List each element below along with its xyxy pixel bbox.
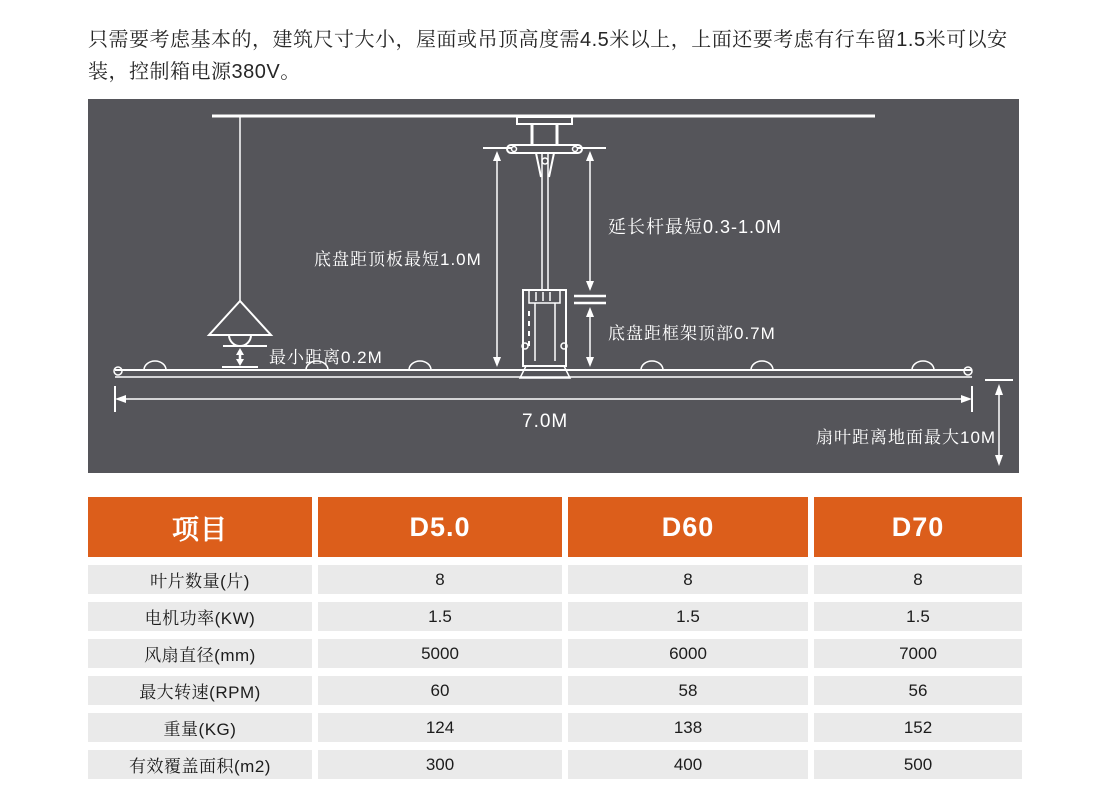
label-ground-clearance: 扇叶距离地面最大10M <box>816 428 997 447</box>
label-frame-top-clearance: 底盘距框架顶部0.7M <box>608 324 776 343</box>
row-label-max-rpm: 最大转速(RPM) <box>88 676 312 705</box>
table-value: 5000 <box>318 639 562 668</box>
cone-fixture <box>209 116 271 346</box>
table-value: 152 <box>814 713 1022 742</box>
table-value: 60 <box>318 676 562 705</box>
label-min-distance: 最小距离0.2M <box>269 348 383 367</box>
installation-diagram-panel <box>88 99 1019 473</box>
row-label-motor-power: 电机功率(KW) <box>88 602 312 631</box>
table-value: 8 <box>318 565 562 594</box>
table-value: 1.5 <box>568 602 808 631</box>
table-value: 7000 <box>814 639 1022 668</box>
intro-text: 只需要考虑基本的，建筑尺寸大小，屋面或吊顶高度需4.5米以上，上面还要考虑有行车留1.5米可以安装，控制箱电源380V。 <box>88 29 1008 83</box>
spec-table-header-d70: D70 <box>814 497 1022 557</box>
dim-frame-top-clearance <box>586 307 594 367</box>
table-value: 138 <box>568 713 808 742</box>
table-value: 300 <box>318 750 562 779</box>
row-label-blade-count: 叶片数量(片) <box>88 565 312 594</box>
fan-mount-assembly <box>507 117 582 290</box>
row-label-coverage-area: 有效覆盖面积(m2) <box>88 750 312 779</box>
fan-blade <box>114 361 972 377</box>
row-label-fan-diameter: 风扇直径(mm) <box>88 639 312 668</box>
table-value: 1.5 <box>814 602 1022 631</box>
spec-table <box>88 497 1022 779</box>
spec-table-header-d50: D5.0 <box>318 497 562 557</box>
table-value: 124 <box>318 713 562 742</box>
label-fan-diameter: 7.0M <box>522 411 569 432</box>
table-value: 1.5 <box>318 602 562 631</box>
fan-motor <box>520 290 570 378</box>
row-label-weight: 重量(KG) <box>88 713 312 742</box>
dim-extension-rod <box>574 148 606 303</box>
dim-ceiling-clearance <box>483 148 512 367</box>
table-value: 500 <box>814 750 1022 779</box>
table-value: 6000 <box>568 639 808 668</box>
spec-table-header-item: 项目 <box>88 497 312 557</box>
min-distance-arrow <box>222 348 258 367</box>
table-value: 400 <box>568 750 808 779</box>
table-value: 56 <box>814 676 1022 705</box>
spec-table-header-d60: D60 <box>568 497 808 557</box>
table-value: 58 <box>568 676 808 705</box>
table-value: 8 <box>568 565 808 594</box>
table-value: 8 <box>814 565 1022 594</box>
label-ceiling-clearance: 底盘距顶板最短1.0M <box>314 250 482 269</box>
dim-fan-diameter <box>115 386 972 412</box>
label-extension-rod: 延长杆最短0.3-1.0M <box>608 217 783 237</box>
